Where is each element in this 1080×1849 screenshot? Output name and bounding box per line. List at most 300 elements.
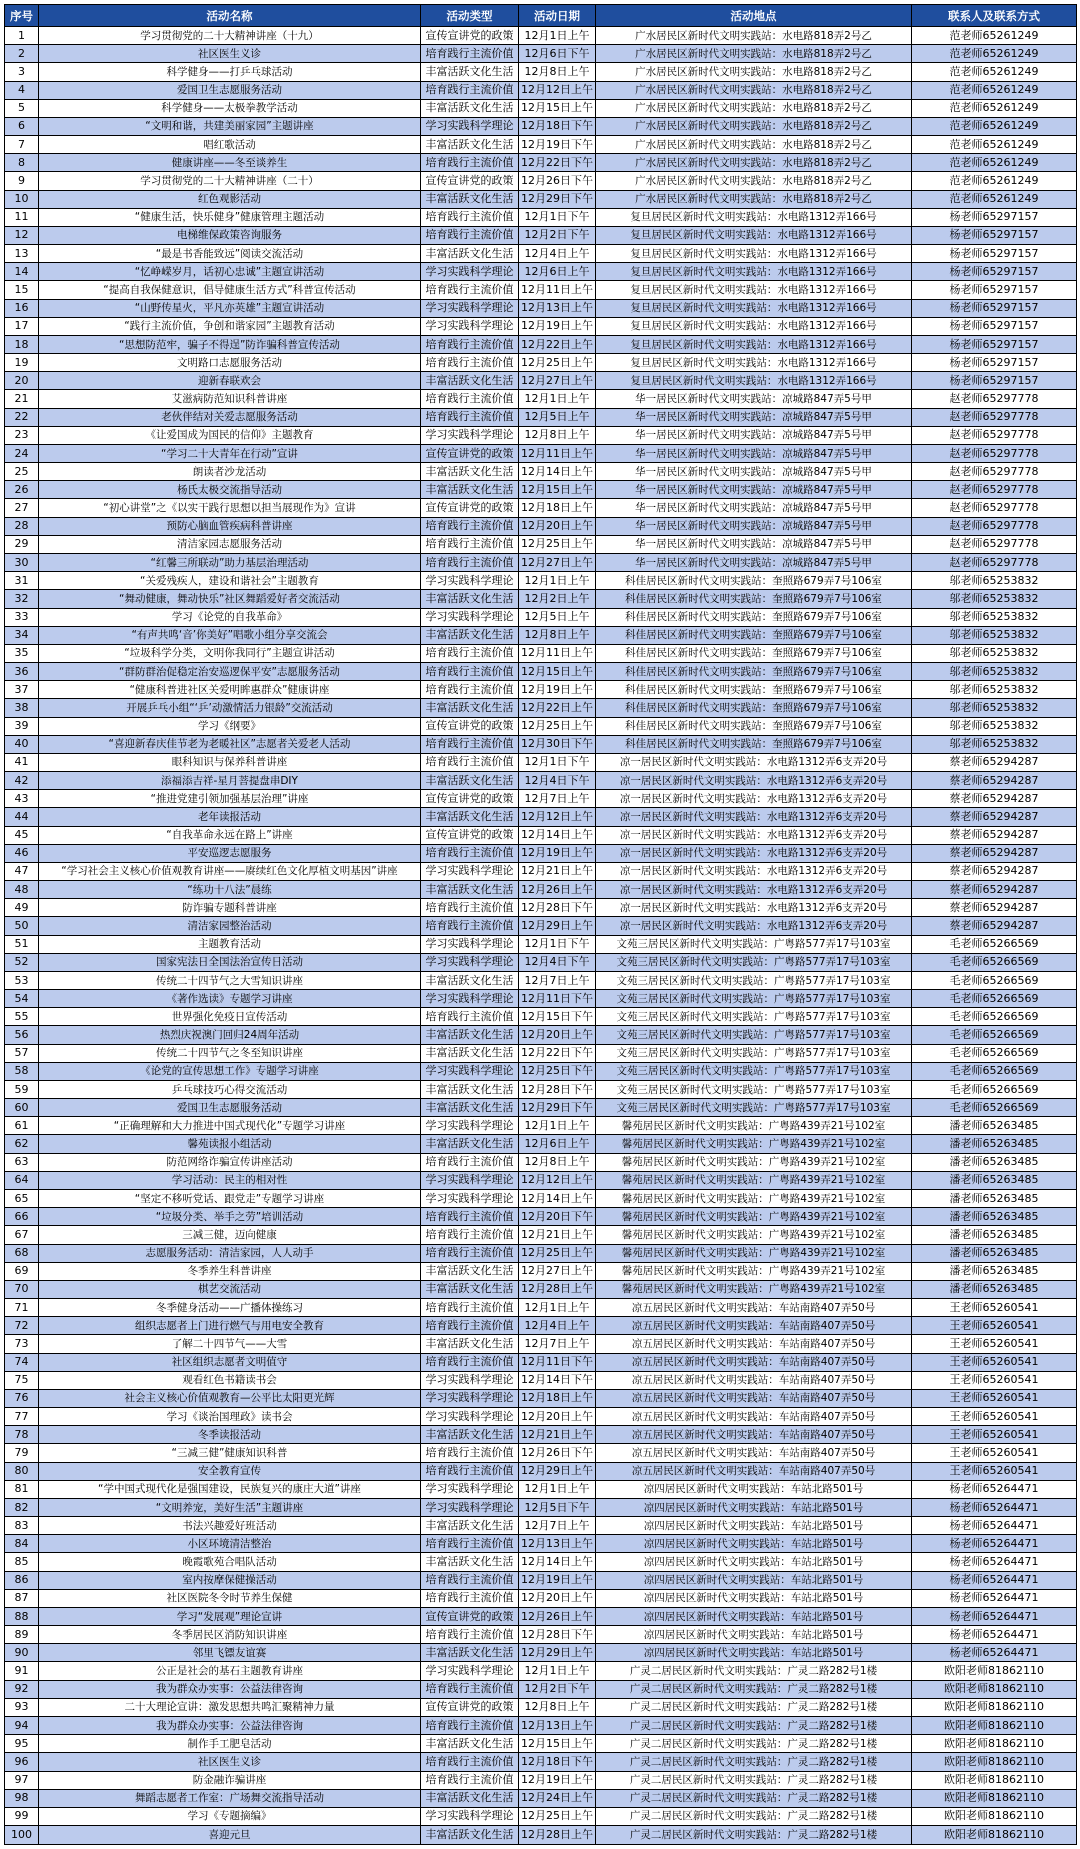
contact: 杨老师65264471 xyxy=(912,1517,1077,1535)
row-index: 45 xyxy=(5,826,39,844)
header-activity-date: 活动日期 xyxy=(519,5,596,27)
activity-name: “喜迎新春庆佳节老为老暖社区”志愿者关爱老人活动 xyxy=(39,735,421,753)
table-row xyxy=(5,1044,1077,1062)
activity-type: 学习实践科学理论 xyxy=(421,935,519,953)
contact: 蔡老师65294287 xyxy=(912,772,1077,790)
table-row xyxy=(5,372,1077,390)
activity-location: 馨苑居民区新时代文明实践站：广粤路439弄21号102室 xyxy=(596,1208,912,1226)
activity-name: “垃圾科学分类，文明你我同行”主题宣讲活动 xyxy=(39,644,421,662)
activity-date: 12月12日上午 xyxy=(519,1171,596,1189)
contact: 杨老师65264471 xyxy=(912,1498,1077,1516)
row-index: 18 xyxy=(5,335,39,353)
activity-date: 12月1日上午 xyxy=(519,1299,596,1317)
activity-date: 12月12日上午 xyxy=(519,808,596,826)
activity-location: 凉一居民区新时代文明实践站：水电路1312弄6支弄20号 xyxy=(596,917,912,935)
row-index: 16 xyxy=(5,299,39,317)
row-index: 67 xyxy=(5,1226,39,1244)
table-row xyxy=(5,208,1077,226)
contact: 毛老师65266569 xyxy=(912,935,1077,953)
activity-type: 培育践行主流价值 xyxy=(421,1226,519,1244)
activity-date: 12月26日上午 xyxy=(519,1607,596,1625)
activity-location: 凉四居民区新时代文明实践站：车站北路501号 xyxy=(596,1626,912,1644)
activity-type: 丰富活跃文化生活 xyxy=(421,1644,519,1662)
activity-name: 老伙伴结对关爱志愿服务活动 xyxy=(39,408,421,426)
activity-location: 凉一居民区新时代文明实践站：水电路1312弄6支弄20号 xyxy=(596,753,912,771)
activity-location: 凉四居民区新时代文明实践站：车站北路501号 xyxy=(596,1498,912,1516)
header-activity-name: 活动名称 xyxy=(39,5,421,27)
activity-name: 冬季读报活动 xyxy=(39,1426,421,1444)
table-row xyxy=(5,1408,1077,1426)
activity-date: 12月22日上午 xyxy=(519,699,596,717)
activity-location: 凉四居民区新时代文明实践站：车站北路501号 xyxy=(596,1517,912,1535)
activity-type: 丰富活跃文化生活 xyxy=(421,626,519,644)
activity-name: “有声共鸣‘音’你美好”唱歌小组分享交流会 xyxy=(39,626,421,644)
activity-name: 国家宪法日全国法治宣传日活动 xyxy=(39,953,421,971)
table-row xyxy=(5,335,1077,353)
table-row xyxy=(5,862,1077,880)
activity-date: 12月2日上午 xyxy=(519,590,596,608)
contact: 杨老师65297157 xyxy=(912,208,1077,226)
activity-location: 凉五居民区新时代文明实践站：车站南路407弄50号 xyxy=(596,1317,912,1335)
table-row xyxy=(5,1462,1077,1480)
activity-name: 社区组织志愿者文明值守 xyxy=(39,1353,421,1371)
activity-name: 社区医院冬令时节养生保健 xyxy=(39,1589,421,1607)
row-index: 73 xyxy=(5,1335,39,1353)
activity-name: 喜迎元旦 xyxy=(39,1826,421,1845)
activity-type: 培育践行主流价值 xyxy=(421,208,519,226)
activity-type: 培育践行主流价值 xyxy=(421,917,519,935)
activity-type: 培育践行主流价值 xyxy=(421,1626,519,1644)
activity-name: “提高自我保健意识，倡导健康生活方式”科普宣传活动 xyxy=(39,281,421,299)
header-activity-location: 活动地点 xyxy=(596,5,912,27)
activity-location: 凉一居民区新时代文明实践站：水电路1312弄6支弄20号 xyxy=(596,844,912,862)
row-index: 4 xyxy=(5,81,39,99)
contact: 杨老师65297157 xyxy=(912,226,1077,244)
contact: 欧阳老师81862110 xyxy=(912,1807,1077,1825)
activity-location: 文苑三居民区新时代文明实践站：广粤路577弄17号103室 xyxy=(596,1008,912,1026)
table-row xyxy=(5,354,1077,372)
contact: 王老师65260541 xyxy=(912,1353,1077,1371)
contact: 杨老师65264471 xyxy=(912,1553,1077,1571)
activity-location: 文苑三居民区新时代文明实践站：广粤路577弄17号103室 xyxy=(596,990,912,1008)
activity-date: 12月14日上午 xyxy=(519,826,596,844)
activity-date: 12月28日上午 xyxy=(519,1280,596,1298)
contact: 杨老师65297157 xyxy=(912,372,1077,390)
activity-name: 健康讲座——冬至谈养生 xyxy=(39,154,421,172)
activity-location: 凉四居民区新时代文明实践站：车站北路501号 xyxy=(596,1571,912,1589)
contact: 杨老师65297157 xyxy=(912,299,1077,317)
activity-type: 培育践行主流价值 xyxy=(421,535,519,553)
activity-type: 丰富活跃文化生活 xyxy=(421,1099,519,1117)
row-index: 3 xyxy=(5,63,39,81)
activity-name: 传统二十四节气之冬至知识讲座 xyxy=(39,1044,421,1062)
activity-location: 广灵二居民区新时代文明实践站：广灵二路282号1楼 xyxy=(596,1753,912,1771)
activity-name: 二十大理论宣讲：激发思想共鸣汇聚精神力量 xyxy=(39,1698,421,1716)
table-row xyxy=(5,1062,1077,1080)
row-index: 38 xyxy=(5,699,39,717)
row-index: 44 xyxy=(5,808,39,826)
contact: 杨老师65297157 xyxy=(912,263,1077,281)
activity-date: 12月14日上午 xyxy=(519,1190,596,1208)
activity-type: 培育践行主流价值 xyxy=(421,1244,519,1262)
contact: 范老师65261249 xyxy=(912,81,1077,99)
activity-type: 丰富活跃文化生活 xyxy=(421,1553,519,1571)
activity-date: 12月28日下午 xyxy=(519,1626,596,1644)
table-row xyxy=(5,808,1077,826)
table-row xyxy=(5,1008,1077,1026)
table-row xyxy=(5,990,1077,1008)
row-index: 76 xyxy=(5,1389,39,1407)
activity-location: 文苑三居民区新时代文明实践站：广粤路577弄17号103室 xyxy=(596,1026,912,1044)
activity-date: 12月15日上午 xyxy=(519,1735,596,1753)
row-index: 86 xyxy=(5,1571,39,1589)
activity-name: 科学健身——太极拳教学活动 xyxy=(39,99,421,117)
row-index: 37 xyxy=(5,681,39,699)
contact: 邬老师65253832 xyxy=(912,681,1077,699)
activity-date: 12月19日上午 xyxy=(519,681,596,699)
row-index: 41 xyxy=(5,753,39,771)
row-index: 83 xyxy=(5,1517,39,1535)
activity-date: 12月4日上午 xyxy=(519,245,596,263)
activity-location: 凉五居民区新时代文明实践站：车站南路407弄50号 xyxy=(596,1299,912,1317)
contact: 范老师65261249 xyxy=(912,172,1077,190)
table-row xyxy=(5,1135,1077,1153)
activity-name: “践行主流价值，争创和谐家园”主题教育活动 xyxy=(39,317,421,335)
contact: 潘老师65263485 xyxy=(912,1117,1077,1135)
activity-location: 科佳居民区新时代文明实践站：奎照路679弄7号106室 xyxy=(596,699,912,717)
activity-type: 学习实践科学理论 xyxy=(421,1190,519,1208)
table-row xyxy=(5,1389,1077,1407)
table-row xyxy=(5,535,1077,553)
row-index: 47 xyxy=(5,862,39,880)
activity-type: 培育践行主流价值 xyxy=(421,1299,519,1317)
table-row xyxy=(5,1208,1077,1226)
row-index: 61 xyxy=(5,1117,39,1135)
row-index: 49 xyxy=(5,899,39,917)
table-row xyxy=(5,81,1077,99)
activity-location: 广水居民区新时代文明实践站：水电路818弄2号乙 xyxy=(596,63,912,81)
activity-name: “思想防范牢，骗子不得逞”防诈骗科普宣传活动 xyxy=(39,335,421,353)
activity-date: 12月5日下午 xyxy=(519,1498,596,1516)
table-row xyxy=(5,1535,1077,1553)
table-row xyxy=(5,1426,1077,1444)
activity-date: 12月19日上午 xyxy=(519,1571,596,1589)
activity-type: 丰富活跃文化生活 xyxy=(421,881,519,899)
activity-type: 培育践行主流价值 xyxy=(421,553,519,571)
activity-name: 防金融诈骗讲座 xyxy=(39,1771,421,1789)
activity-location: 馨苑居民区新时代文明实践站：广粤路439弄21号102室 xyxy=(596,1190,912,1208)
contact: 赵老师65297778 xyxy=(912,499,1077,517)
activity-type: 丰富活跃文化生活 xyxy=(421,1789,519,1807)
activity-type: 培育践行主流价值 xyxy=(421,735,519,753)
activity-name: “关爱残疾人，建设和谐社会”主题教育 xyxy=(39,572,421,590)
activity-type: 培育践行主流价值 xyxy=(421,844,519,862)
activity-date: 12月1日下午 xyxy=(519,753,596,771)
contact: 范老师65261249 xyxy=(912,99,1077,117)
header-index: 序号 xyxy=(5,5,39,27)
row-index: 13 xyxy=(5,245,39,263)
activity-date: 12月4日下午 xyxy=(519,953,596,971)
activity-name: 安全教育宣传 xyxy=(39,1462,421,1480)
row-index: 39 xyxy=(5,717,39,735)
activity-date: 12月15日上午 xyxy=(519,99,596,117)
contact: 范老师65261249 xyxy=(912,136,1077,154)
activity-location: 文苑三居民区新时代文明实践站：广粤路577弄17号103室 xyxy=(596,1044,912,1062)
table-row xyxy=(5,1716,1077,1734)
activity-type: 丰富活跃文化生活 xyxy=(421,1044,519,1062)
contact: 欧阳老师81862110 xyxy=(912,1789,1077,1807)
activity-name: 传统二十四节气之大雪知识讲座 xyxy=(39,971,421,989)
activity-type: 丰富活跃文化生活 xyxy=(421,1026,519,1044)
activity-date: 12月7日上午 xyxy=(519,1517,596,1535)
table-row xyxy=(5,717,1077,735)
contact: 赵老师65297778 xyxy=(912,444,1077,462)
activity-location: 广灵二居民区新时代文明实践站：广灵二路282号1楼 xyxy=(596,1716,912,1734)
table-row xyxy=(5,753,1077,771)
activity-location: 华一居民区新时代文明实践站：凉城路847弄5号甲 xyxy=(596,426,912,444)
activity-name: “初心讲堂”之《以实干践行思想以担当展现作为》宣讲 xyxy=(39,499,421,517)
activity-date: 12月24日上午 xyxy=(519,1789,596,1807)
table-row xyxy=(5,1480,1077,1498)
activity-date: 12月1日上午 xyxy=(519,390,596,408)
activity-type: 培育践行主流价值 xyxy=(421,335,519,353)
row-index: 6 xyxy=(5,117,39,135)
activity-type: 丰富活跃文化生活 xyxy=(421,808,519,826)
contact: 杨老师65264471 xyxy=(912,1535,1077,1553)
activity-type: 培育践行主流价值 xyxy=(421,1589,519,1607)
row-index: 75 xyxy=(5,1371,39,1389)
activity-type: 培育践行主流价值 xyxy=(421,354,519,372)
activity-type: 学习实践科学理论 xyxy=(421,299,519,317)
activity-date: 12月18日下午 xyxy=(519,1753,596,1771)
activity-date: 12月6日上午 xyxy=(519,263,596,281)
activity-name: “文明养宠，美好生活”主题讲座 xyxy=(39,1498,421,1516)
row-index: 14 xyxy=(5,263,39,281)
row-index: 78 xyxy=(5,1426,39,1444)
activity-name: 社区医生义诊 xyxy=(39,45,421,63)
activity-location: 华一居民区新时代文明实践站：凉城路847弄5号甲 xyxy=(596,444,912,462)
table-row xyxy=(5,317,1077,335)
activity-name: 学习《专题摘编》 xyxy=(39,1807,421,1825)
row-index: 40 xyxy=(5,735,39,753)
contact: 邬老师65253832 xyxy=(912,608,1077,626)
row-index: 5 xyxy=(5,99,39,117)
contact: 毛老师65266569 xyxy=(912,1080,1077,1098)
contact: 王老师65260541 xyxy=(912,1462,1077,1480)
activity-date: 12月5日上午 xyxy=(519,608,596,626)
table-row xyxy=(5,1517,1077,1535)
activity-location: 复旦居民区新时代文明实践站：水电路1312弄166号 xyxy=(596,208,912,226)
row-index: 31 xyxy=(5,572,39,590)
activity-type: 学习实践科学理论 xyxy=(421,263,519,281)
row-index: 2 xyxy=(5,45,39,63)
activity-type: 培育践行主流价值 xyxy=(421,753,519,771)
contact: 范老师65261249 xyxy=(912,117,1077,135)
table-row xyxy=(5,1789,1077,1807)
activity-name: 棋艺交流活动 xyxy=(39,1280,421,1298)
activity-name: 学习《论党的自我革命》 xyxy=(39,608,421,626)
table-row xyxy=(5,1626,1077,1644)
row-index: 42 xyxy=(5,772,39,790)
activity-location: 凉四居民区新时代文明实践站：车站北路501号 xyxy=(596,1480,912,1498)
contact: 杨老师65297157 xyxy=(912,281,1077,299)
table-row xyxy=(5,1771,1077,1789)
row-index: 97 xyxy=(5,1771,39,1789)
activity-date: 12月25日下午 xyxy=(519,1062,596,1080)
row-index: 71 xyxy=(5,1299,39,1317)
activity-type: 宣传宣讲党的政策 xyxy=(421,172,519,190)
activity-type: 学习实践科学理论 xyxy=(421,1498,519,1516)
activity-date: 12月7日上午 xyxy=(519,1335,596,1353)
activity-date: 12月25日上午 xyxy=(519,354,596,372)
activity-name: 唱红歌活动 xyxy=(39,136,421,154)
activity-type: 宣传宣讲党的政策 xyxy=(421,790,519,808)
activity-date: 12月21日上午 xyxy=(519,1226,596,1244)
activity-type: 丰富活跃文化生活 xyxy=(421,699,519,717)
table-row xyxy=(5,1662,1077,1680)
activity-location: 广灵二居民区新时代文明实践站：广灵二路282号1楼 xyxy=(596,1789,912,1807)
contact: 毛老师65266569 xyxy=(912,990,1077,1008)
activity-location: 复旦居民区新时代文明实践站：水电路1312弄166号 xyxy=(596,335,912,353)
contact: 范老师65261249 xyxy=(912,154,1077,172)
activity-date: 12月8日上午 xyxy=(519,626,596,644)
row-index: 54 xyxy=(5,990,39,1008)
activity-name: 热烈庆祝澳门回归24周年活动 xyxy=(39,1026,421,1044)
activity-type: 丰富活跃文化生活 xyxy=(421,1826,519,1845)
row-index: 57 xyxy=(5,1044,39,1062)
row-index: 81 xyxy=(5,1480,39,1498)
activity-type: 丰富活跃文化生活 xyxy=(421,136,519,154)
activity-date: 12月14日下午 xyxy=(519,1371,596,1389)
table-row xyxy=(5,444,1077,462)
activity-name: “学中国式现代化是强国建设，民族复兴的康庄大道”讲座 xyxy=(39,1480,421,1498)
activity-name: 文明路口志愿服务活动 xyxy=(39,354,421,372)
activity-type: 丰富活跃文化生活 xyxy=(421,99,519,117)
table-row xyxy=(5,408,1077,426)
activity-name: 电梯维保政策咨询服务 xyxy=(39,226,421,244)
activity-date: 12月13日上午 xyxy=(519,1716,596,1734)
row-index: 79 xyxy=(5,1444,39,1462)
activity-date: 12月11日上午 xyxy=(519,644,596,662)
activity-name: 晚霞歌苑合唱队活动 xyxy=(39,1553,421,1571)
table-row xyxy=(5,790,1077,808)
contact: 杨老师65297157 xyxy=(912,317,1077,335)
activity-location: 科佳居民区新时代文明实践站：奎照路679弄7号106室 xyxy=(596,590,912,608)
activity-location: 凉一居民区新时代文明实践站：水电路1312弄6支弄20号 xyxy=(596,899,912,917)
row-index: 25 xyxy=(5,463,39,481)
activity-type: 培育践行主流价值 xyxy=(421,1680,519,1698)
activity-date: 12月28日下午 xyxy=(519,1080,596,1098)
table-row xyxy=(5,299,1077,317)
activity-location: 科佳居民区新时代文明实践站：奎照路679弄7号106室 xyxy=(596,681,912,699)
row-index: 55 xyxy=(5,1008,39,1026)
table-row xyxy=(5,1498,1077,1516)
activity-name: 馨苑读报小组活动 xyxy=(39,1135,421,1153)
activity-type: 丰富活跃文化生活 xyxy=(421,1426,519,1444)
activity-location: 广灵二居民区新时代文明实践站：广灵二路282号1楼 xyxy=(596,1680,912,1698)
contact: 杨老师65264471 xyxy=(912,1644,1077,1662)
activity-name: 学习《纲要》 xyxy=(39,717,421,735)
row-index: 85 xyxy=(5,1553,39,1571)
row-index: 28 xyxy=(5,517,39,535)
table-header xyxy=(5,5,1077,27)
contact: 赵老师65297778 xyxy=(912,553,1077,571)
activity-location: 广水居民区新时代文明实践站：水电路818弄2号乙 xyxy=(596,27,912,45)
activity-name: 朗读者沙龙活动 xyxy=(39,463,421,481)
contact: 潘老师65263485 xyxy=(912,1208,1077,1226)
activity-type: 培育践行主流价值 xyxy=(421,517,519,535)
contact: 蔡老师65294287 xyxy=(912,790,1077,808)
activity-name: “垃圾分类、举手之劳”培训活动 xyxy=(39,1208,421,1226)
row-index: 99 xyxy=(5,1807,39,1825)
activity-date: 12月29日下午 xyxy=(519,190,596,208)
activity-name: “山野传星火，平凡亦英雄”主题宣讲活动 xyxy=(39,299,421,317)
activity-name: “学习二十大青年在行动”宣讲 xyxy=(39,444,421,462)
activity-location: 馨苑居民区新时代文明实践站：广粤路439弄21号102室 xyxy=(596,1135,912,1153)
table-row xyxy=(5,1735,1077,1753)
activity-location: 广灵二居民区新时代文明实践站：广灵二路282号1楼 xyxy=(596,1807,912,1825)
row-index: 58 xyxy=(5,1062,39,1080)
row-index: 96 xyxy=(5,1753,39,1771)
activity-date: 12月14日上午 xyxy=(519,463,596,481)
contact: 毛老师65266569 xyxy=(912,1008,1077,1026)
activity-name: 爱国卫生志愿服务活动 xyxy=(39,81,421,99)
row-index: 60 xyxy=(5,1099,39,1117)
contact: 杨老师65264471 xyxy=(912,1480,1077,1498)
row-index: 82 xyxy=(5,1498,39,1516)
activity-location: 凉五居民区新时代文明实践站：车站南路407弄50号 xyxy=(596,1426,912,1444)
contact: 欧阳老师81862110 xyxy=(912,1771,1077,1789)
activity-name: 冬季养生科普讲座 xyxy=(39,1262,421,1280)
row-index: 89 xyxy=(5,1626,39,1644)
contact: 毛老师65266569 xyxy=(912,1062,1077,1080)
table-row xyxy=(5,117,1077,135)
row-index: 35 xyxy=(5,644,39,662)
table-row xyxy=(5,1280,1077,1298)
activity-location: 华一居民区新时代文明实践站：凉城路847弄5号甲 xyxy=(596,408,912,426)
activity-date: 12月22日下午 xyxy=(519,1044,596,1062)
activity-location: 文苑三居民区新时代文明实践站：广粤路577弄17号103室 xyxy=(596,971,912,989)
contact: 邬老师65253832 xyxy=(912,735,1077,753)
row-index: 29 xyxy=(5,535,39,553)
row-index: 10 xyxy=(5,190,39,208)
activity-type: 丰富活跃文化生活 xyxy=(421,245,519,263)
activity-name: “文明和谐，共建美丽家园”主题讲座 xyxy=(39,117,421,135)
activity-date: 12月18日上午 xyxy=(519,499,596,517)
table-row xyxy=(5,935,1077,953)
activity-location: 凉五居民区新时代文明实践站：车站南路407弄50号 xyxy=(596,1462,912,1480)
activity-date: 12月20日下午 xyxy=(519,1208,596,1226)
row-index: 11 xyxy=(5,208,39,226)
table-row xyxy=(5,844,1077,862)
contact: 潘老师65263485 xyxy=(912,1226,1077,1244)
contact: 杨老师65264471 xyxy=(912,1607,1077,1625)
table-row xyxy=(5,1244,1077,1262)
activity-date: 12月1日上午 xyxy=(519,1662,596,1680)
activity-type: 培育践行主流价值 xyxy=(421,45,519,63)
header-row xyxy=(5,5,1077,27)
activity-location: 广水居民区新时代文明实践站：水电路818弄2号乙 xyxy=(596,154,912,172)
row-index: 27 xyxy=(5,499,39,517)
table-row xyxy=(5,572,1077,590)
contact: 毛老师65266569 xyxy=(912,1099,1077,1117)
activity-location: 文苑三居民区新时代文明实践站：广粤路577弄17号103室 xyxy=(596,953,912,971)
activity-type: 丰富活跃文化生活 xyxy=(421,971,519,989)
contact: 蔡老师65294287 xyxy=(912,881,1077,899)
table-row xyxy=(5,45,1077,63)
activity-name: 制作手工肥皂活动 xyxy=(39,1735,421,1753)
contact: 欧阳老师81862110 xyxy=(912,1753,1077,1771)
